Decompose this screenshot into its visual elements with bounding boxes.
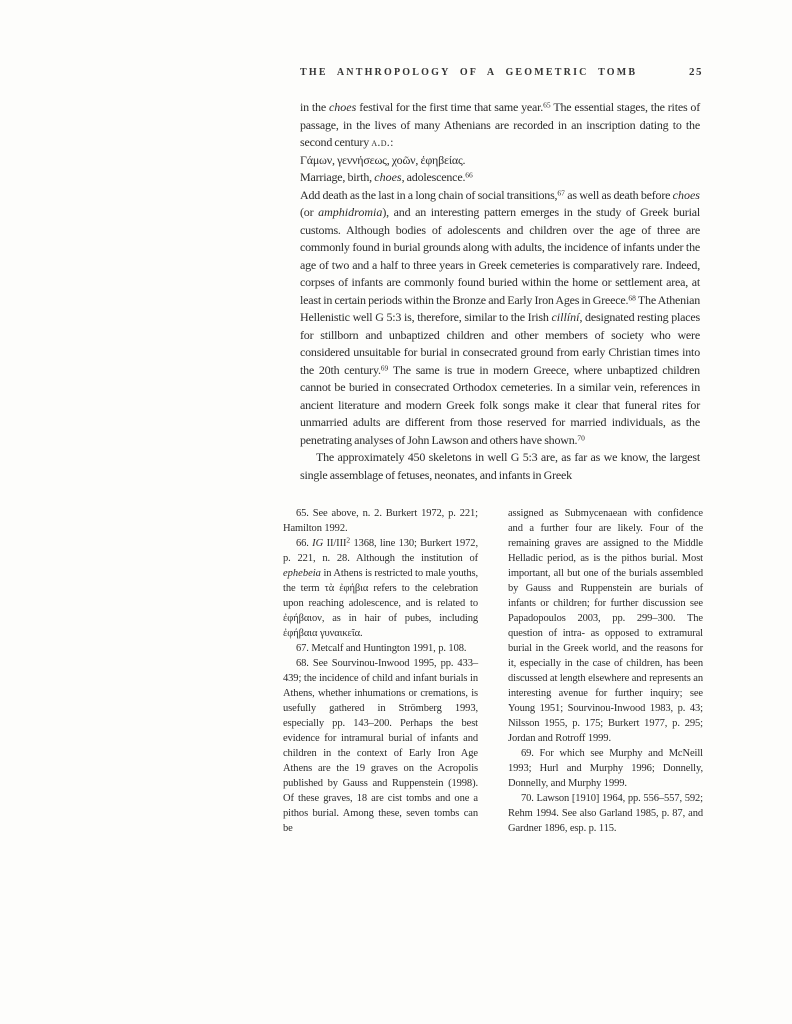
italic-term: ephebeia — [283, 568, 321, 579]
footnote-69: 69. For which see Murphy and McNeill 1993; Hurl and Murphy 1996; Donnelly, Donnelly, and Murphy 1999. — [508, 748, 703, 789]
italic-term: cillíní — [551, 310, 580, 324]
footnote-ref-68: 68 — [628, 293, 636, 303]
text-block — [283, 66, 703, 836]
running-header — [300, 66, 703, 78]
quote-translation: Marriage, birth, choes, adolescence.$^{66}$ — [300, 170, 473, 184]
footnote-ref-69: 69 — [380, 363, 389, 373]
footnote-column-left — [283, 506, 478, 836]
italic-term: choes — [328, 100, 357, 114]
italic-term: amphidromia — [318, 205, 383, 219]
footnote-68-part1: 68. See Sourvinou-Inwood 1995, pp. 433–439; the incidence of child and infant burials in Athens, whether inhumations or cremations, is usefully gathered in Strömberg 1993, especially pp. 143–200. Perhaps the best evidence for intramural burial of infants and children in the context of Early Iron Age Athens are the 19 graves on the Acropolis published by Gauss and Ruppenstein (1998). Of these graves, 18 are cist tombs and one a pithos burial. Among these, seven tombs can be — [283, 658, 478, 834]
footnote-ref-2: 2 — [346, 535, 351, 545]
italic-term: IG — [312, 538, 324, 549]
footnote-66: 66. IG II/III$^2$ 1368, line 130; Burkert 1972, p. 221, n. 28. Although the institution of ephebeia in Athens is restricted to male youths, the term τὰ ἐφήβια refers to the celebration upon reaching adolescence, and is related to ἐφήβαιον, as in hair of pubes, including ἐφήβαια γυναικεῖα. — [283, 535, 478, 639]
footnotes-section — [283, 506, 703, 836]
paragraph-continuation: in the choes festival for the first time that same year.$^{65}$ The essential stages, the rites of passage, in the lives of many Athenians are recorded in an inscription dating to the second century a.d.: — [300, 100, 700, 149]
body-text — [300, 99, 700, 484]
footnote-ref-67: 67 — [557, 188, 565, 198]
italic-term: choes — [374, 170, 402, 184]
italic-term: choes — [672, 187, 700, 202]
footnote-68-part2: assigned as Submycenaean with confidence and a further four are likely. Four of the remaining graves are assigned to the Middle Helladic period, as is the pithos burial. Most important, all but one of the burials assembled by Gauss and Ruppenstein are burials of infants or children; for further discussion see Papadopoulos 2003, pp. 299–300. The question of intra- as opposed to extramural burial in the Greek world, and the reasons for it, especially in the case of children, has been discussed at length elsewhere and represents an interesting avenue for further inquiry; see Young 1951; Sourvinou-Inwood 1983, p. 43; Nilsson 1955, p. 175; Burkert 1977, p. 295; Jordan and Rotroff 1999. — [508, 508, 703, 744]
paragraph-last: The approximately 450 skeletons in well G 5:3 are, as far as we know, the largest single assemblage of fetuses, neonates, and infants in Greek — [300, 450, 700, 482]
greek-quote: Γάμων, γεννήσεως, χοῶν, ἐφηβείας. — [300, 152, 466, 167]
paragraph-main: Add death as the last in a long chain of social transitions,$^{67}$ as well as death before choes (or amphidromia), and an interesting pattern emerges in the study of Greek burial customs. Although bodies of adolescents and children over the age of three are commonly found in burial grounds along with adults, the incidence of infants under the age of two and a half to three years in Greek cemeteries is comparatively rare. Indeed, corpses of infants are commonly found buried within the home or settlement area, at least in certain periods within the Bronze and Early Iron Ages in Greece.$^{68}$ The Athenian Hellenistic well G 5:3 is, therefore, similar to the Irish cillíní, designated resting places for stillborn and unbaptized children and other members of society who were considered unsuitable for burial in consecrated ground from early Christian times into the 20th century.$^{69}$ The same is true in modern Greece, where unbaptized children cannot be buried in consecrated Orthodox cemeteries. In a similar vein, references in ancient literature and modern Greek folk songs make it clear that funeral rites for unmarried adults are different from those reserved for married individuals, as the penetrating analyses of John Lawson and others have shown.$^{70}$ — [300, 187, 701, 447]
footnote-column-right — [508, 506, 703, 836]
running-title: THE ANTHROPOLOGY OF A GEOMETRIC TOMB — [300, 67, 638, 78]
footnote-67: 67. Metcalf and Huntington 1991, p. 108. — [296, 643, 467, 654]
footnote-ref-70: 70 — [577, 433, 585, 443]
small-caps-abbr: a.d. — [371, 135, 391, 149]
footnote-ref-66: 66 — [465, 170, 473, 180]
footnote-65: 65. See above, n. 2. Burkert 1972, p. 221; Hamilton 1992. — [283, 508, 478, 534]
page-number: 25 — [689, 66, 703, 78]
footnote-70: 70. Lawson [1910] 1964, pp. 556–557, 592; Rehm 1994. See also Garland 1985, p. 87, and Gardner 1896, esp. p. 115. — [508, 793, 703, 834]
footnote-ref-65: 65 — [543, 100, 551, 110]
